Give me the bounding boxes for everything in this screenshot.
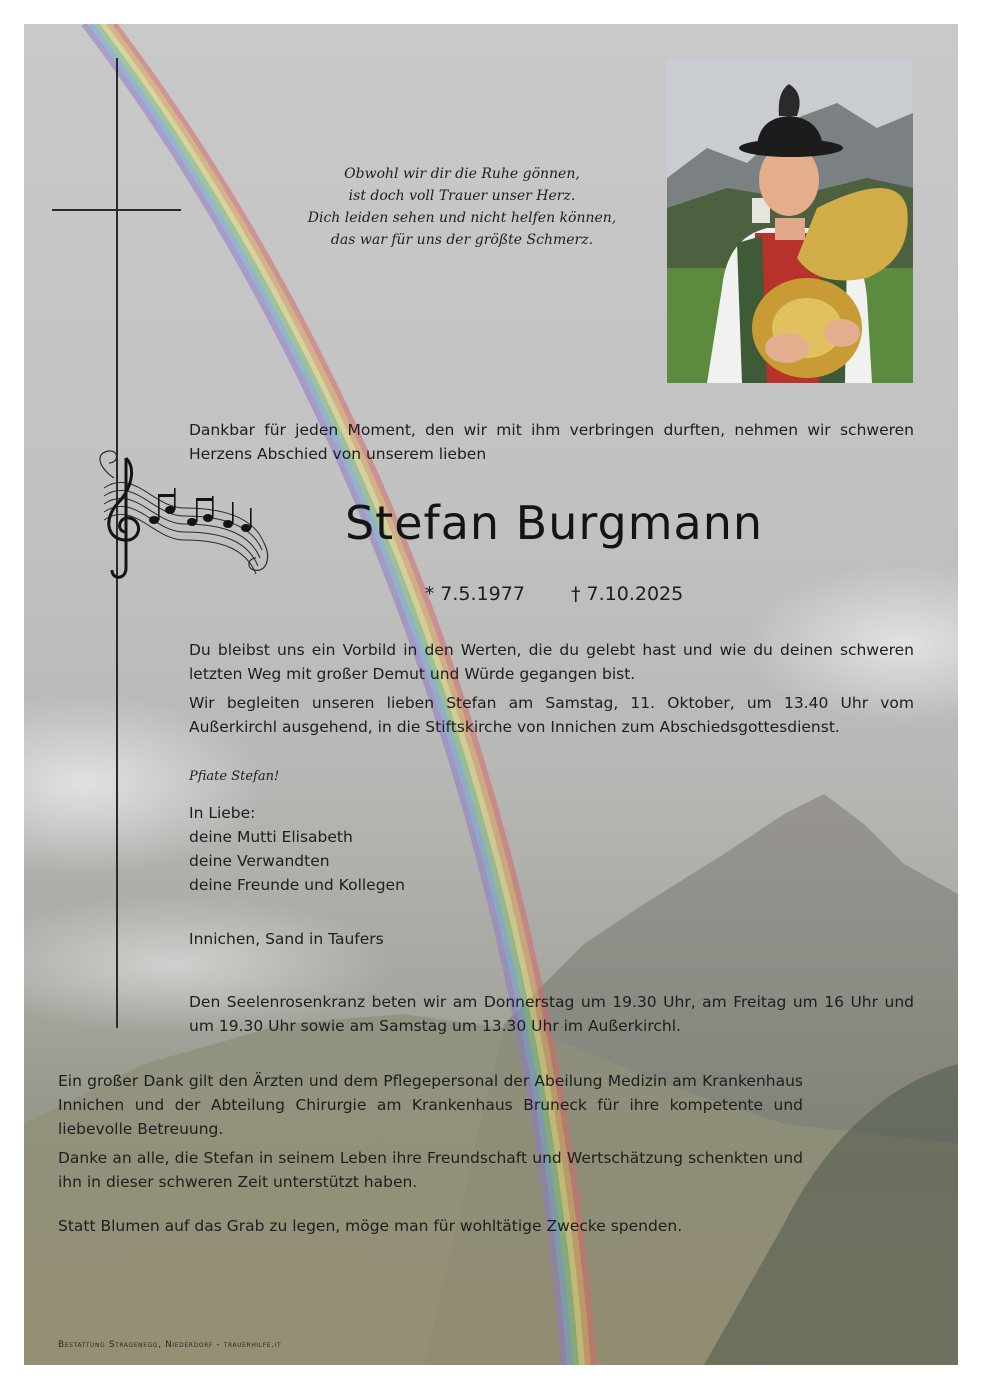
footer-credit: Bestattung Stragenegg, Niederdorf - trauerhilfe.it — [58, 1340, 282, 1350]
poem-line: das war für uns der größte Schmerz. — [330, 232, 594, 248]
thanks-text — [58, 1069, 803, 1194]
mourner-line: deine Mutti Elisabeth — [189, 828, 353, 846]
farewell-greeting: Pfiate Stefan! — [189, 769, 280, 784]
places: Innichen, Sand in Taufers — [189, 930, 384, 948]
flowers-note: Statt Blumen auf das Grab zu legen, möge man für wohltätige Zwecke spenden. — [58, 1217, 683, 1235]
portrait-photo — [667, 58, 913, 383]
birth-date: * 7.5.1977 — [424, 583, 525, 605]
poem-line: Obwohl wir dir die Ruhe gönnen, — [344, 166, 580, 182]
intro-text: Dankbar für jeden Moment, den wir mit ihm verbringen durften, nehmen wir schweren Herzens Abschied von unserem lieben — [189, 421, 914, 463]
poem-line: ist doch voll Trauer unser Herz. — [348, 188, 576, 204]
rosary-text: Den Seelenrosenkranz beten wir am Donnerstag um 19.30 Uhr, am Freitag um 16 Uhr und um 19.30 Uhr sowie am Samstag um 13.30 Uhr im Außerkirchl. — [189, 993, 914, 1035]
poem — [282, 163, 642, 251]
mourner-line: deine Verwandten — [189, 852, 330, 870]
music-notes-icon — [74, 448, 274, 582]
deceased-name: Stefan Burgmann — [344, 496, 764, 550]
mourner-line: In Liebe: — [189, 804, 256, 822]
paragraph: Ein großer Dank gilt den Ärzten und dem Pflegepersonal der Abeilung Medizin am Krankenhaus Innichen und der Abteilung Chirurgie am Krankenhaus Bruneck für ihre kompetente und liebevolle Betreuung. — [58, 1072, 803, 1138]
mourners-list — [189, 801, 405, 897]
service-text — [189, 638, 914, 739]
paragraph: Danke an alle, die Stefan in seinem Leben ihre Freundschaft und Wertschätzung schenkten und ihn in dieser schweren Zeit unterstützt haben. — [58, 1149, 803, 1191]
life-dates — [324, 583, 784, 605]
mourner-line: deine Freunde und Kollegen — [189, 876, 405, 894]
obituary-card — [24, 24, 958, 1365]
death-date: † 7.10.2025 — [570, 583, 684, 605]
poem-line: Dich leiden sehen und nicht helfen können, — [307, 210, 617, 226]
paragraph: Du bleibst uns ein Vorbild in den Werten, die du gelebt hast und wie du deinen schweren letzten Weg mit großer Demut und Würde gegangen bist. — [189, 641, 914, 683]
paragraph: Wir begleiten unseren lieben Stefan am Samstag, 11. Oktober, um 13.40 Uhr vom Außerkirchl ausgehend, in die Stiftskirche von Innichen zum Abschiedsgottesdienst. — [189, 694, 914, 736]
cross-horizontal-bar — [52, 209, 181, 211]
